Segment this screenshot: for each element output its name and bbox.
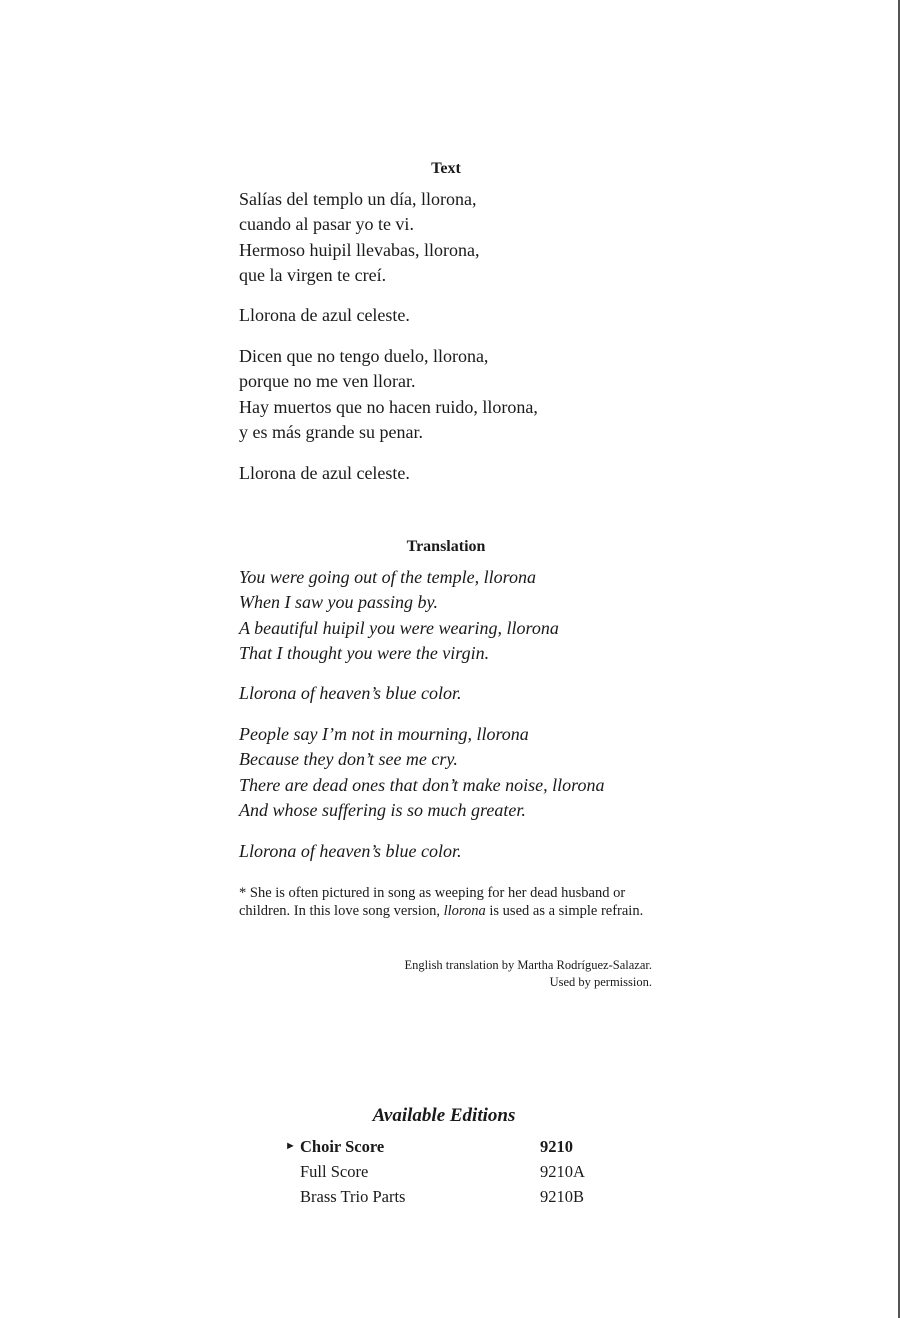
edition-name: Choir Score bbox=[300, 1137, 385, 1156]
translation-refrain-2 bbox=[239, 839, 669, 864]
text-refrain-2 bbox=[239, 461, 669, 486]
translation-credit: English translation by Martha Rodríguez-Salazar. bbox=[404, 958, 652, 972]
translation-line: People say I’m not in mourning, llorona bbox=[239, 724, 529, 744]
text-stanza-1 bbox=[239, 187, 669, 288]
edition-row-choir-score bbox=[285, 1134, 605, 1159]
footnote-text: * She is often pictured in song as weeping for her dead husband or children. In this love song version, bbox=[239, 885, 626, 919]
text-line: porque no me ven llorar. bbox=[239, 371, 416, 392]
edition-code: 9210A bbox=[540, 1162, 585, 1181]
edition-row-full-score bbox=[285, 1159, 605, 1184]
translation-line: And whose suffering is so much greater. bbox=[239, 799, 526, 820]
translation-stanza-1 bbox=[239, 565, 669, 666]
translation-line: When I saw you passing by. bbox=[239, 592, 438, 613]
text-line: que la virgen te creí. bbox=[239, 264, 387, 285]
translation-line: Llorona of heaven’s blue color. bbox=[239, 841, 462, 861]
translation-line: Because they don’t see me cry. bbox=[239, 749, 458, 770]
text-line: cuando al pasar yo te vi. bbox=[239, 214, 414, 235]
edition-name: Full Score bbox=[300, 1162, 369, 1181]
permission-note: Used by permission. bbox=[549, 975, 652, 989]
translation-refrain-1 bbox=[239, 681, 669, 706]
text-line: y es más grande su penar. bbox=[239, 421, 423, 442]
text-refrain-1 bbox=[239, 303, 669, 328]
translation-line: There are dead ones that don’t make noise, llorona bbox=[239, 774, 605, 795]
text-line: Hermoso huipil llevabas, llorona, bbox=[239, 239, 480, 260]
edition-code: 9210B bbox=[540, 1187, 585, 1206]
text-heading: Text bbox=[431, 160, 461, 177]
text-line: Llorona de azul celeste. bbox=[239, 463, 410, 483]
editions-title: Available Editions bbox=[372, 1105, 516, 1126]
footnote-emphasis: llorona bbox=[443, 902, 486, 919]
translation-line: A beautiful huipil you were wearing, llorona bbox=[239, 617, 559, 638]
footnote-text-end: is used as a simple refrain. bbox=[485, 902, 644, 919]
edition-code: 9210 bbox=[540, 1137, 573, 1156]
footnote bbox=[239, 885, 659, 920]
translation-line: That I thought you were the virgin. bbox=[239, 642, 490, 663]
edition-name: Brass Trio Parts bbox=[300, 1187, 406, 1206]
current-edition-marker-icon: ► bbox=[285, 1140, 296, 1152]
translation-line: Llorona of heaven’s blue color. bbox=[239, 683, 462, 703]
text-line: Llorona de azul celeste. bbox=[239, 305, 410, 325]
translation-line: You were going out of the temple, llorona bbox=[239, 567, 536, 587]
text-line: Salías del templo un día, llorona, bbox=[239, 189, 477, 209]
translation-heading: Translation bbox=[406, 538, 486, 555]
text-stanza-2 bbox=[239, 344, 669, 445]
edition-row-brass-trio-parts bbox=[285, 1184, 605, 1209]
text-line: Hay muertos que no hacen ruido, llorona, bbox=[239, 396, 538, 417]
text-line: Dicen que no tengo duelo, llorona, bbox=[239, 346, 489, 366]
translation-stanza-2 bbox=[239, 722, 669, 823]
